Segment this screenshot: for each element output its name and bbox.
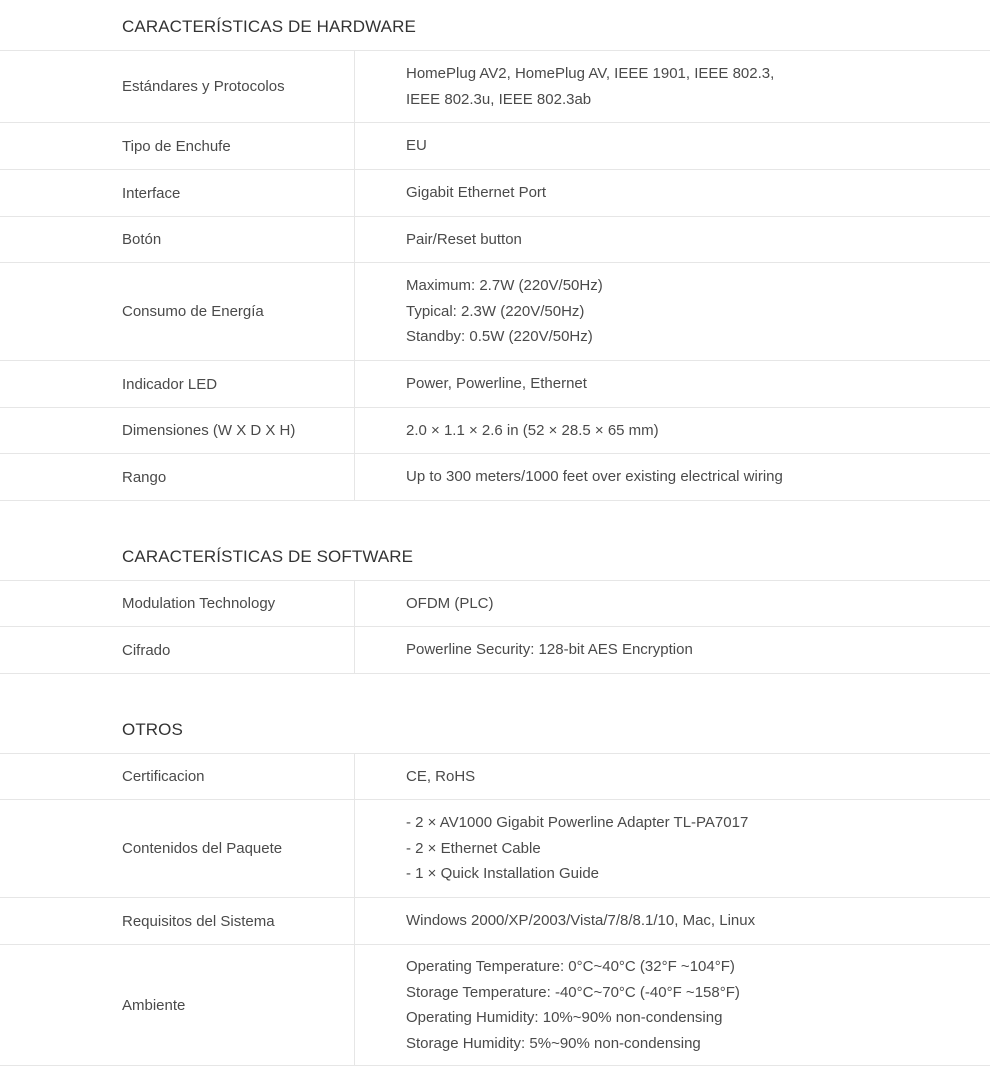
spec-value bbox=[355, 123, 990, 169]
spec-value bbox=[355, 800, 990, 897]
spec-value-line: EU bbox=[406, 137, 427, 155]
section-spacer bbox=[0, 501, 990, 530]
spec-value bbox=[355, 263, 990, 360]
spec-row bbox=[0, 361, 990, 408]
spec-label: Requisitos del Sistema bbox=[0, 898, 355, 944]
spec-label: Ambiente bbox=[0, 945, 355, 1065]
spec-row bbox=[0, 51, 990, 123]
section-title: OTROS bbox=[0, 703, 990, 754]
spec-row bbox=[0, 170, 990, 217]
spec-value-line: Operating Temperature: 0°C~40°C (32°F ~104°F) bbox=[406, 958, 735, 975]
spec-value-line: IEEE 802.3u, IEEE 802.3ab bbox=[406, 90, 592, 108]
spec-row bbox=[0, 627, 990, 674]
spec-label: Indicador LED bbox=[0, 361, 355, 407]
spec-value bbox=[355, 217, 990, 262]
spec-value-line: Power, Powerline, Ethernet bbox=[406, 375, 587, 393]
spec-value-line: Windows 2000/XP/2003/Vista/7/8/8.1/10, Mac, Linux bbox=[406, 912, 756, 930]
spec-value bbox=[355, 627, 990, 673]
spec-label: Certificacion bbox=[0, 754, 355, 799]
spec-value bbox=[355, 170, 990, 216]
spec-label: Modulation Technology bbox=[0, 581, 355, 626]
spec-label: Botón bbox=[0, 217, 355, 262]
spec-value-line: Gigabit Ethernet Port bbox=[406, 184, 547, 202]
spec-value bbox=[355, 408, 990, 453]
spec-value-line: Powerline Security: 128-bit AES Encryption bbox=[406, 641, 693, 659]
spec-row bbox=[0, 408, 990, 454]
spec-value-line: Storage Humidity: 5%~90% non-condensing bbox=[406, 1034, 701, 1052]
spec-value-line: - 2 × Ethernet Cable bbox=[406, 839, 541, 857]
spec-label: Interface bbox=[0, 170, 355, 216]
spec-row bbox=[0, 800, 990, 898]
spec-value-line: Pair/Reset button bbox=[406, 230, 522, 248]
spec-label: Consumo de Energía bbox=[0, 263, 355, 360]
spec-value-line: Standby: 0.5W (220V/50Hz) bbox=[406, 328, 593, 346]
spec-value-line: Maximum: 2.7W (220V/50Hz) bbox=[406, 277, 603, 295]
spec-value-line: Storage Temperature: -40°C~70°C (-40°F ~158°F) bbox=[406, 983, 740, 1001]
section-spacer bbox=[0, 674, 990, 703]
spec-row bbox=[0, 263, 990, 361]
spec-label: Estándares y Protocolos bbox=[0, 51, 355, 122]
spec-row bbox=[0, 123, 990, 170]
software-section bbox=[0, 530, 990, 674]
spec-value-line: Operating Humidity: 10%~90% non-condensing bbox=[406, 1009, 723, 1026]
spec-value-line: Typical: 2.3W (220V/50Hz) bbox=[406, 302, 585, 320]
spec-label: Cifrado bbox=[0, 627, 355, 673]
spec-value-line: 2.0 × 1.1 × 2.6 in (52 × 28.5 × 65 mm) bbox=[406, 421, 659, 439]
spec-label: Dimensiones (W X D X H) bbox=[0, 408, 355, 453]
spec-value-line: HomePlug AV2, HomePlug AV, IEEE 1901, IEEE 802.3, bbox=[406, 65, 775, 82]
spec-label: Tipo de Enchufe bbox=[0, 123, 355, 169]
spec-label: Contenidos del Paquete bbox=[0, 800, 355, 897]
spec-value-line: CE, RoHS bbox=[406, 767, 476, 785]
spec-value-line: OFDM (PLC) bbox=[406, 594, 494, 612]
spec-value bbox=[355, 898, 990, 944]
spec-value-line: - 2 × AV1000 Gigabit Powerline Adapter TL-PA7017 bbox=[406, 814, 749, 832]
spec-row bbox=[0, 754, 990, 800]
spec-value bbox=[355, 51, 990, 122]
spec-value bbox=[355, 454, 990, 500]
hardware-section bbox=[0, 0, 990, 501]
spec-row bbox=[0, 217, 990, 263]
spec-value-line: - 1 × Quick Installation Guide bbox=[406, 865, 600, 883]
spec-value-line: Up to 300 meters/1000 feet over existing electrical wiring bbox=[406, 468, 783, 486]
spec-row bbox=[0, 945, 990, 1066]
spec-value bbox=[355, 581, 990, 626]
spec-row bbox=[0, 898, 990, 945]
section-title: CARACTERÍSTICAS DE HARDWARE bbox=[0, 0, 990, 51]
others-section bbox=[0, 703, 990, 1066]
spec-value bbox=[355, 754, 990, 799]
spec-row bbox=[0, 454, 990, 501]
spec-label: Rango bbox=[0, 454, 355, 500]
spec-value bbox=[355, 361, 990, 407]
section-title: CARACTERÍSTICAS DE SOFTWARE bbox=[0, 530, 990, 581]
spec-value bbox=[355, 945, 990, 1065]
spec-row bbox=[0, 581, 990, 627]
